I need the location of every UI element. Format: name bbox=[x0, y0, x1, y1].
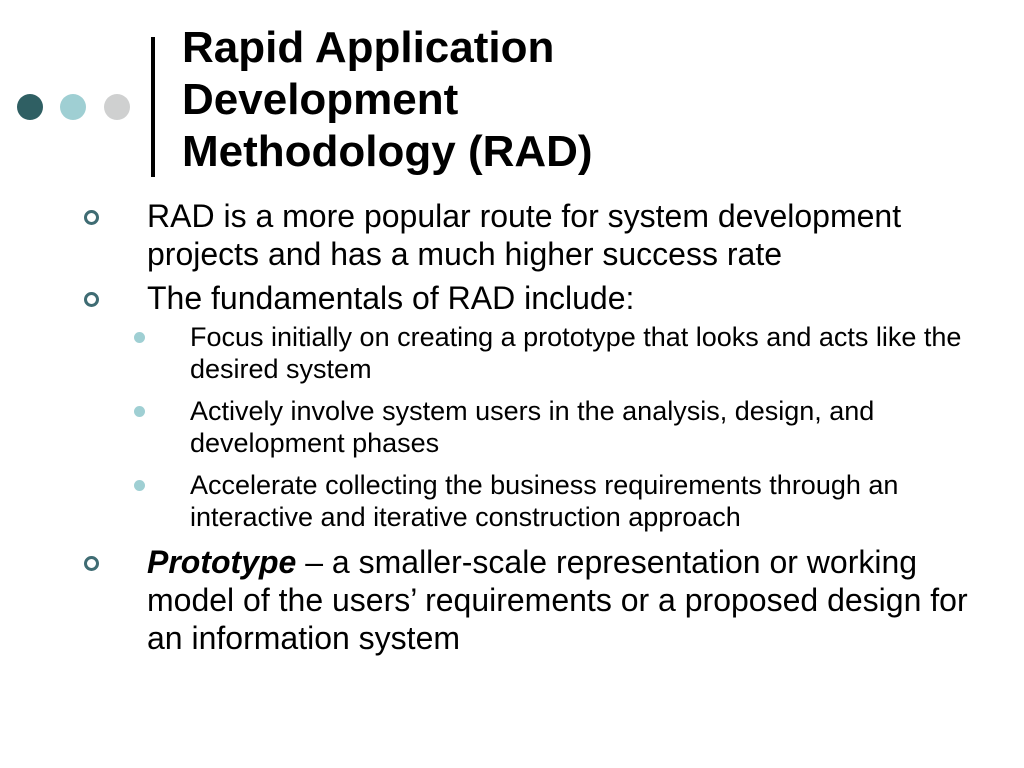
ring-bullet-icon bbox=[84, 292, 99, 307]
title-line: Rapid Application bbox=[182, 23, 555, 72]
bullet-item bbox=[0, 197, 1024, 273]
disc-bullet-icon bbox=[134, 332, 145, 343]
bullet-item bbox=[0, 543, 1024, 657]
sub-bullet-item bbox=[0, 395, 984, 459]
term-prototype: Prototype bbox=[147, 544, 297, 580]
sub-bullet-list bbox=[147, 321, 984, 533]
bullet-text: – a smaller-scale representation or working model of the users’ requirements or a proposed design for an information system bbox=[147, 544, 968, 656]
sub-bullet-item bbox=[0, 321, 984, 385]
disc-bullet-icon bbox=[134, 480, 145, 491]
bullet-list bbox=[0, 197, 1024, 663]
decor-dot-gray bbox=[104, 94, 130, 120]
bullet-text: The fundamentals of RAD include: bbox=[147, 280, 635, 316]
decor-dot-light bbox=[60, 94, 86, 120]
sub-bullet-text: Accelerate collecting the business requirements through an interactive and iterative construction approach bbox=[190, 470, 899, 532]
title-divider bbox=[151, 37, 155, 177]
decor-dot-dark bbox=[17, 94, 43, 120]
sub-bullet-text: Actively involve system users in the analysis, design, and development phases bbox=[190, 396, 875, 458]
bullet-text: RAD is a more popular route for system development projects and has a much higher success rate bbox=[147, 198, 902, 272]
slide-title bbox=[182, 22, 822, 178]
title-line: Methodology (RAD) bbox=[182, 126, 593, 176]
ring-bullet-icon bbox=[84, 556, 99, 571]
sub-bullet-item bbox=[0, 469, 984, 533]
disc-bullet-icon bbox=[134, 406, 145, 417]
bullet-item bbox=[0, 279, 1024, 533]
ring-bullet-icon bbox=[84, 210, 99, 225]
sub-bullet-text: Focus initially on creating a prototype that looks and acts like the desired system bbox=[190, 322, 962, 384]
title-line: Development bbox=[182, 74, 459, 124]
